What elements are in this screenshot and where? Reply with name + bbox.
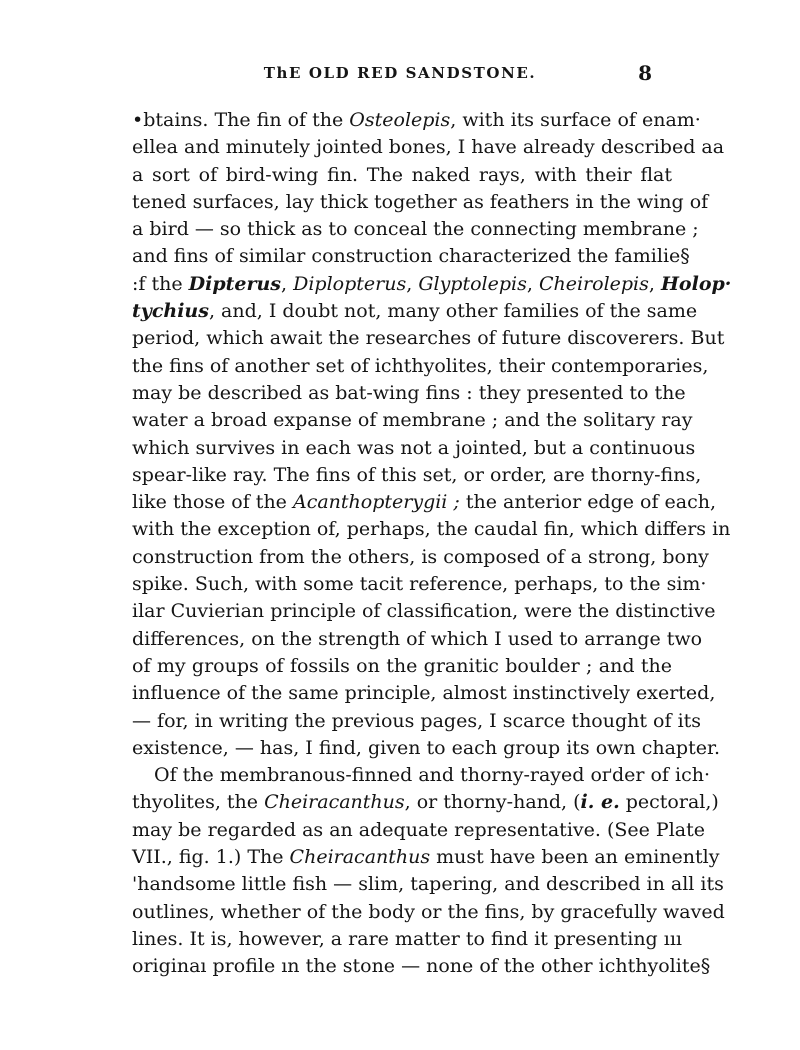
text-line [132,571,707,598]
text-line [132,298,698,325]
text-run: may be described as bat-wing fins : they presented to the [132,381,686,404]
text-run: outlines, whether of the body or the fins, by gracefully waved [132,900,725,923]
text-line [132,435,696,462]
text-run: , [648,272,661,295]
page-number: 8 [638,61,652,85]
italic-run: Diplopterus [293,272,407,295]
text-run: ilar Cuvierian principle of classification, were the distinctive [132,600,716,623]
text-run: period, which await the researches of future discoverers. But [132,327,725,350]
text-line [132,762,710,789]
text-run: :f the [132,272,189,295]
text-run: , and, I doubt not, many other families of the same [208,300,698,323]
text-line [132,653,672,680]
text-line [132,926,682,953]
text-line [132,735,720,762]
text-run: which survives in each was not a jointed, but a continuous [132,436,696,459]
text-run: with the exception of, perhaps, the caudal fin, which differs in [132,518,731,541]
text-line [132,844,720,871]
text-run: , with its surface of enam· [450,109,701,131]
italic-run: Osteolepis [349,109,451,131]
italic-run: i. e. [580,791,620,814]
text-run: tened surfaces, lay thick together as feathers in the wing of [132,190,709,213]
text-run: , or thorny-hand, ( [404,791,581,814]
italic-run: tychius [132,300,209,323]
text-line [132,871,724,898]
text-run: Of the membranous-finned and thorny-rayed oґder of ich· [154,764,710,787]
text-line [132,544,709,571]
text-run: influence of the same principle, almost instinctively exerted, [132,682,716,705]
italic-run: Dipterus [188,272,282,295]
text-line [132,516,731,543]
running-title: ThE OLD RED SANDSTONE. [263,64,537,82]
italic-run: Cheiracanthus [264,791,405,814]
text-run: the fins of another set of ichthyolites, their contemporaries, [132,354,709,377]
text-line [132,134,725,161]
text-run: 'handsome little fish — slim, tapering, and described in all its [132,873,724,896]
text-run: may be regarded as an adequate representative. (See Plate [132,818,705,841]
text-line [132,271,732,298]
text-run: VII., fig. 1.) The [132,846,290,869]
text-line [132,462,702,489]
text-run: •btains. The fin of the [132,109,350,131]
text-line [132,216,699,243]
text-run: pectoral,) [619,791,719,814]
text-run: , [406,272,419,295]
text-run: originaı profile ın the stone — none of the other ichthyolite§ [132,955,711,978]
text-line [132,325,725,352]
text-line [132,899,725,926]
text-line [132,353,709,380]
text-run: water a broad expanse of membrane ; and the solitary ray [132,409,693,432]
text-run: and fins of similar construction characterized the familie§ [132,245,690,268]
text-line [132,243,690,270]
running-head [0,62,800,86]
text-run: must have been an eminently [430,846,720,869]
text-run: the anterior edge of each, [459,491,717,514]
text-run: , [526,272,539,295]
text-line [132,680,716,707]
italic-run: Acanthopterygii ; [292,491,460,514]
text-line [132,626,703,653]
text-line [132,189,709,216]
text-run: like those of the [132,491,293,514]
body-text [132,107,732,981]
text-line [132,789,719,816]
text-run: thyolites, the [132,791,265,814]
text-line [132,380,686,407]
text-line [132,107,701,134]
text-run: a bird — so thick as to conceal the connecting membrane ; [132,218,699,241]
text-line [132,708,702,735]
text-line [132,162,672,189]
text-run: lines. It is, however, a rare matter to find it presenting ııı [132,927,682,950]
text-run: of my groups of fossils on the granitic boulder ; and the [132,654,672,677]
italic-run: Cheiracanthus [289,846,431,869]
italic-run: Holop· [660,272,732,295]
text-run: a sort of bird-wing fin. The naked rays, with their flat [132,163,672,186]
text-run: spike. Such, with some tacit reference, perhaps, to the sim· [132,573,707,596]
text-run: , [281,272,294,295]
text-run: ellea and minutely jointed bones, I have already described aa [132,136,725,159]
text-run: differences, on the strength of which I used to arrange two [132,627,703,650]
text-run: spear-like ray. The fins of this set, or order, are thorny-fins, [132,463,702,486]
text-line [132,407,693,434]
italic-run: Cheirolepis [538,272,649,295]
text-line [132,817,705,844]
text-line [132,953,711,980]
text-line [132,598,716,625]
text-run: existence, — has, I find, given to each group its own chapter. [132,736,720,759]
text-line [132,489,717,516]
text-run: construction from the others, is composed of a strong, bony [132,545,709,568]
italic-run: Glyptolepis [418,272,527,295]
text-run: — for, in writing the previous pages, I scarce thought of its [132,709,702,732]
